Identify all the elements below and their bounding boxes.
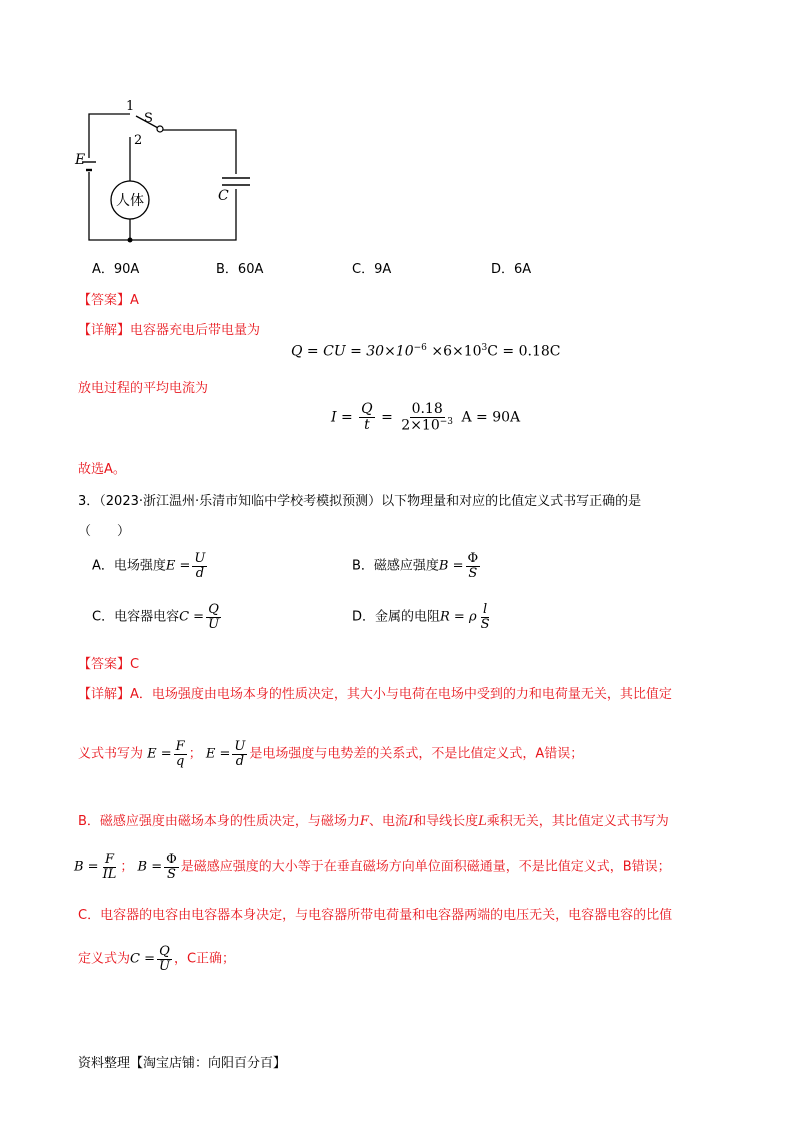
charge-equation — [291, 343, 561, 360]
opt-a-num: U — [194, 551, 206, 566]
detail-a2-f1-lhs: E = — [147, 746, 172, 762]
answer-tag: 【答案】 — [78, 293, 131, 308]
label-capacitor: C — [218, 188, 229, 204]
detail-b2-f2-num: Φ — [166, 852, 177, 867]
detail-b2-post: 是磁感应强度的大小等于在垂直磁场方向单位面积磁通量，不是比值定义式，B错误； — [180, 859, 671, 875]
page-footer: 资料整理【淘宝店铺：向阳百分百】 — [78, 1056, 287, 1071]
q3-detail-a-line2 — [78, 740, 583, 768]
circuit-diagram — [75, 92, 258, 252]
eq2-frac2 — [399, 402, 455, 433]
detail-c2-post: ，C正确； — [173, 951, 236, 967]
eq1-rhs: C = 0.18C — [487, 343, 561, 360]
left-top-wire — [89, 114, 130, 158]
q3-answer — [78, 653, 139, 672]
eq1-exp1: −6 — [413, 343, 427, 353]
label-terminal-1: 1 — [126, 99, 135, 114]
eq1-lhs: Q = CU = 30×10 — [291, 343, 414, 360]
q3-option-a — [92, 552, 209, 580]
opt-b-den: S — [468, 565, 478, 581]
detail-text: 电容器充电后带电量为 — [130, 323, 261, 338]
detail-b1-post: 乘积无关，其比值定义式书写为 — [486, 814, 669, 829]
q2-option-a: A．90A — [92, 262, 140, 277]
detail-a2-sep: ； — [188, 746, 202, 762]
detail-b1-f: F — [359, 814, 369, 829]
q3-detail-b-line2 — [74, 853, 671, 881]
opt-b-lhs: B = — [438, 558, 464, 574]
detail-b1-pre: B．磁感应强度由磁场本身的性质决定，与磁场力 — [78, 814, 360, 829]
q3-detail-a-line1 — [78, 683, 672, 702]
detail-b2-f1-lhs: B = — [74, 859, 99, 875]
detail-a2-f1-den: q — [176, 753, 185, 769]
q3-detail-tag: 【详解】 — [78, 687, 131, 702]
eq2-eq: = — [381, 409, 393, 426]
opt-d-lhs: R = ρ — [440, 609, 477, 625]
detail-b1-l: L — [478, 814, 487, 829]
opt-c-num: Q — [208, 602, 219, 617]
q3-option-c — [92, 603, 223, 631]
q3-paren: （ ） — [78, 524, 131, 539]
opt-c-frac — [206, 603, 221, 631]
detail-c2-frac — [157, 945, 172, 973]
opt-a-den: d — [195, 565, 205, 581]
junction-dot — [128, 238, 133, 243]
detail-tag: 【详解】 — [78, 323, 131, 338]
q3-detail-c-line1: C．电容器的电容由电容器本身决定，与电容器所带电荷量和电容器两端的电压无关，电容器电容的比值 — [78, 908, 673, 923]
detail-c2-lhs: C = — [130, 951, 155, 967]
bottom-wire — [89, 184, 236, 240]
label-switch: S — [144, 111, 153, 126]
q2-option-d: D．6A — [491, 262, 532, 277]
detail-a2-f1-num: F — [175, 739, 185, 754]
detail-b1-mid2: 和导线长度 — [413, 814, 479, 829]
detail-a2-f2-den: d — [235, 753, 245, 769]
opt-d-text: D．金属的电阻 — [352, 609, 441, 625]
q2-answer — [78, 289, 139, 308]
detail-b2-f1 — [101, 853, 119, 881]
discharge-text: 放电过程的平均电流为 — [78, 381, 209, 396]
q3-detail-c-line2 — [78, 945, 235, 973]
eq1-mid: ×6×10 — [426, 343, 482, 360]
current-equation — [331, 402, 520, 433]
opt-c-den: U — [208, 616, 220, 632]
detail-b2-f2 — [164, 853, 179, 881]
q3-detail-a1: A．电场强度由电场本身的性质决定，其大小与电荷在电场中受到的力和电荷量无关，其比值定 — [130, 687, 672, 702]
opt-b-text: B．磁感应强度 — [352, 558, 439, 574]
right-top-wire — [162, 130, 236, 174]
eq2-lhs: I = — [331, 409, 353, 426]
opt-a-text: A．电场强度 — [92, 558, 166, 574]
detail-b2-f1-den: IL — [102, 866, 117, 882]
opt-a-frac — [192, 552, 207, 580]
opt-a-lhs: E = — [165, 558, 191, 574]
switch-pivot — [157, 126, 163, 132]
q2-detail — [78, 319, 260, 338]
q3-header: 3．（2023·浙江温州·乐清市知临中学校考模拟预测）以下物理量和对应的比值定义式书写正确的是 — [78, 494, 642, 509]
frac2-num: 0.18 — [411, 401, 443, 417]
label-emf: E — [75, 152, 86, 168]
detail-b2-f2-den: S — [166, 866, 176, 882]
q3-option-d — [352, 603, 494, 631]
q3-answer-tag: 【答案】 — [78, 657, 131, 672]
detail-a2-pre: 义式书写为 — [78, 746, 144, 762]
detail-b1-i: I — [407, 814, 414, 829]
detail-a2-f2-num: U — [234, 739, 246, 754]
detail-a2-f2-lhs: E = — [205, 746, 231, 762]
frac2-exp: −3 — [439, 416, 454, 427]
opt-d-frac — [479, 603, 492, 631]
detail-c2-pre: 定义式为 — [78, 951, 131, 967]
opt-b-frac — [466, 552, 481, 580]
detail-a2-f1 — [174, 740, 187, 768]
label-terminal-2: 2 — [134, 133, 143, 148]
opt-c-text: C．电容器电容 — [92, 609, 180, 625]
label-human-body: 人体 — [116, 193, 144, 209]
q3-answer-value: C — [130, 657, 140, 672]
eq2-frac1 — [359, 402, 374, 432]
detail-c2-num: Q — [159, 944, 170, 959]
opt-d-num: l — [482, 602, 488, 617]
eq1-exp2: 3 — [481, 343, 488, 353]
q2-option-c: C．9A — [352, 262, 392, 277]
frac2-den-wrap — [399, 418, 455, 433]
detail-b2-sep: ； — [120, 859, 134, 875]
opt-c-lhs: C = — [179, 609, 205, 625]
eq2-rhs: A = 90A — [461, 409, 521, 426]
q3-detail-b-line1 — [78, 810, 669, 829]
detail-b2-f1-num: F — [104, 852, 114, 867]
frac1-den: t — [364, 417, 370, 434]
detail-c2-den: U — [159, 958, 170, 974]
frac1-num: Q — [361, 401, 373, 418]
answer-value: A — [130, 293, 139, 308]
opt-d-den: S — [480, 616, 490, 632]
q3-option-b — [352, 552, 482, 580]
detail-a2-post: 是电场强度与电势差的关系式，不是比值定义式，A错误； — [249, 746, 584, 762]
detail-b2-f2-lhs: B = — [137, 859, 163, 875]
q2-option-b: B．60A — [216, 262, 264, 277]
opt-b-num: Φ — [467, 551, 479, 566]
q2-conclusion: 故选A。 — [78, 462, 126, 477]
frac2-den: 2×10 — [401, 417, 440, 434]
detail-b1-mid1: 、电流 — [368, 814, 408, 829]
detail-a2-f2 — [232, 740, 247, 768]
